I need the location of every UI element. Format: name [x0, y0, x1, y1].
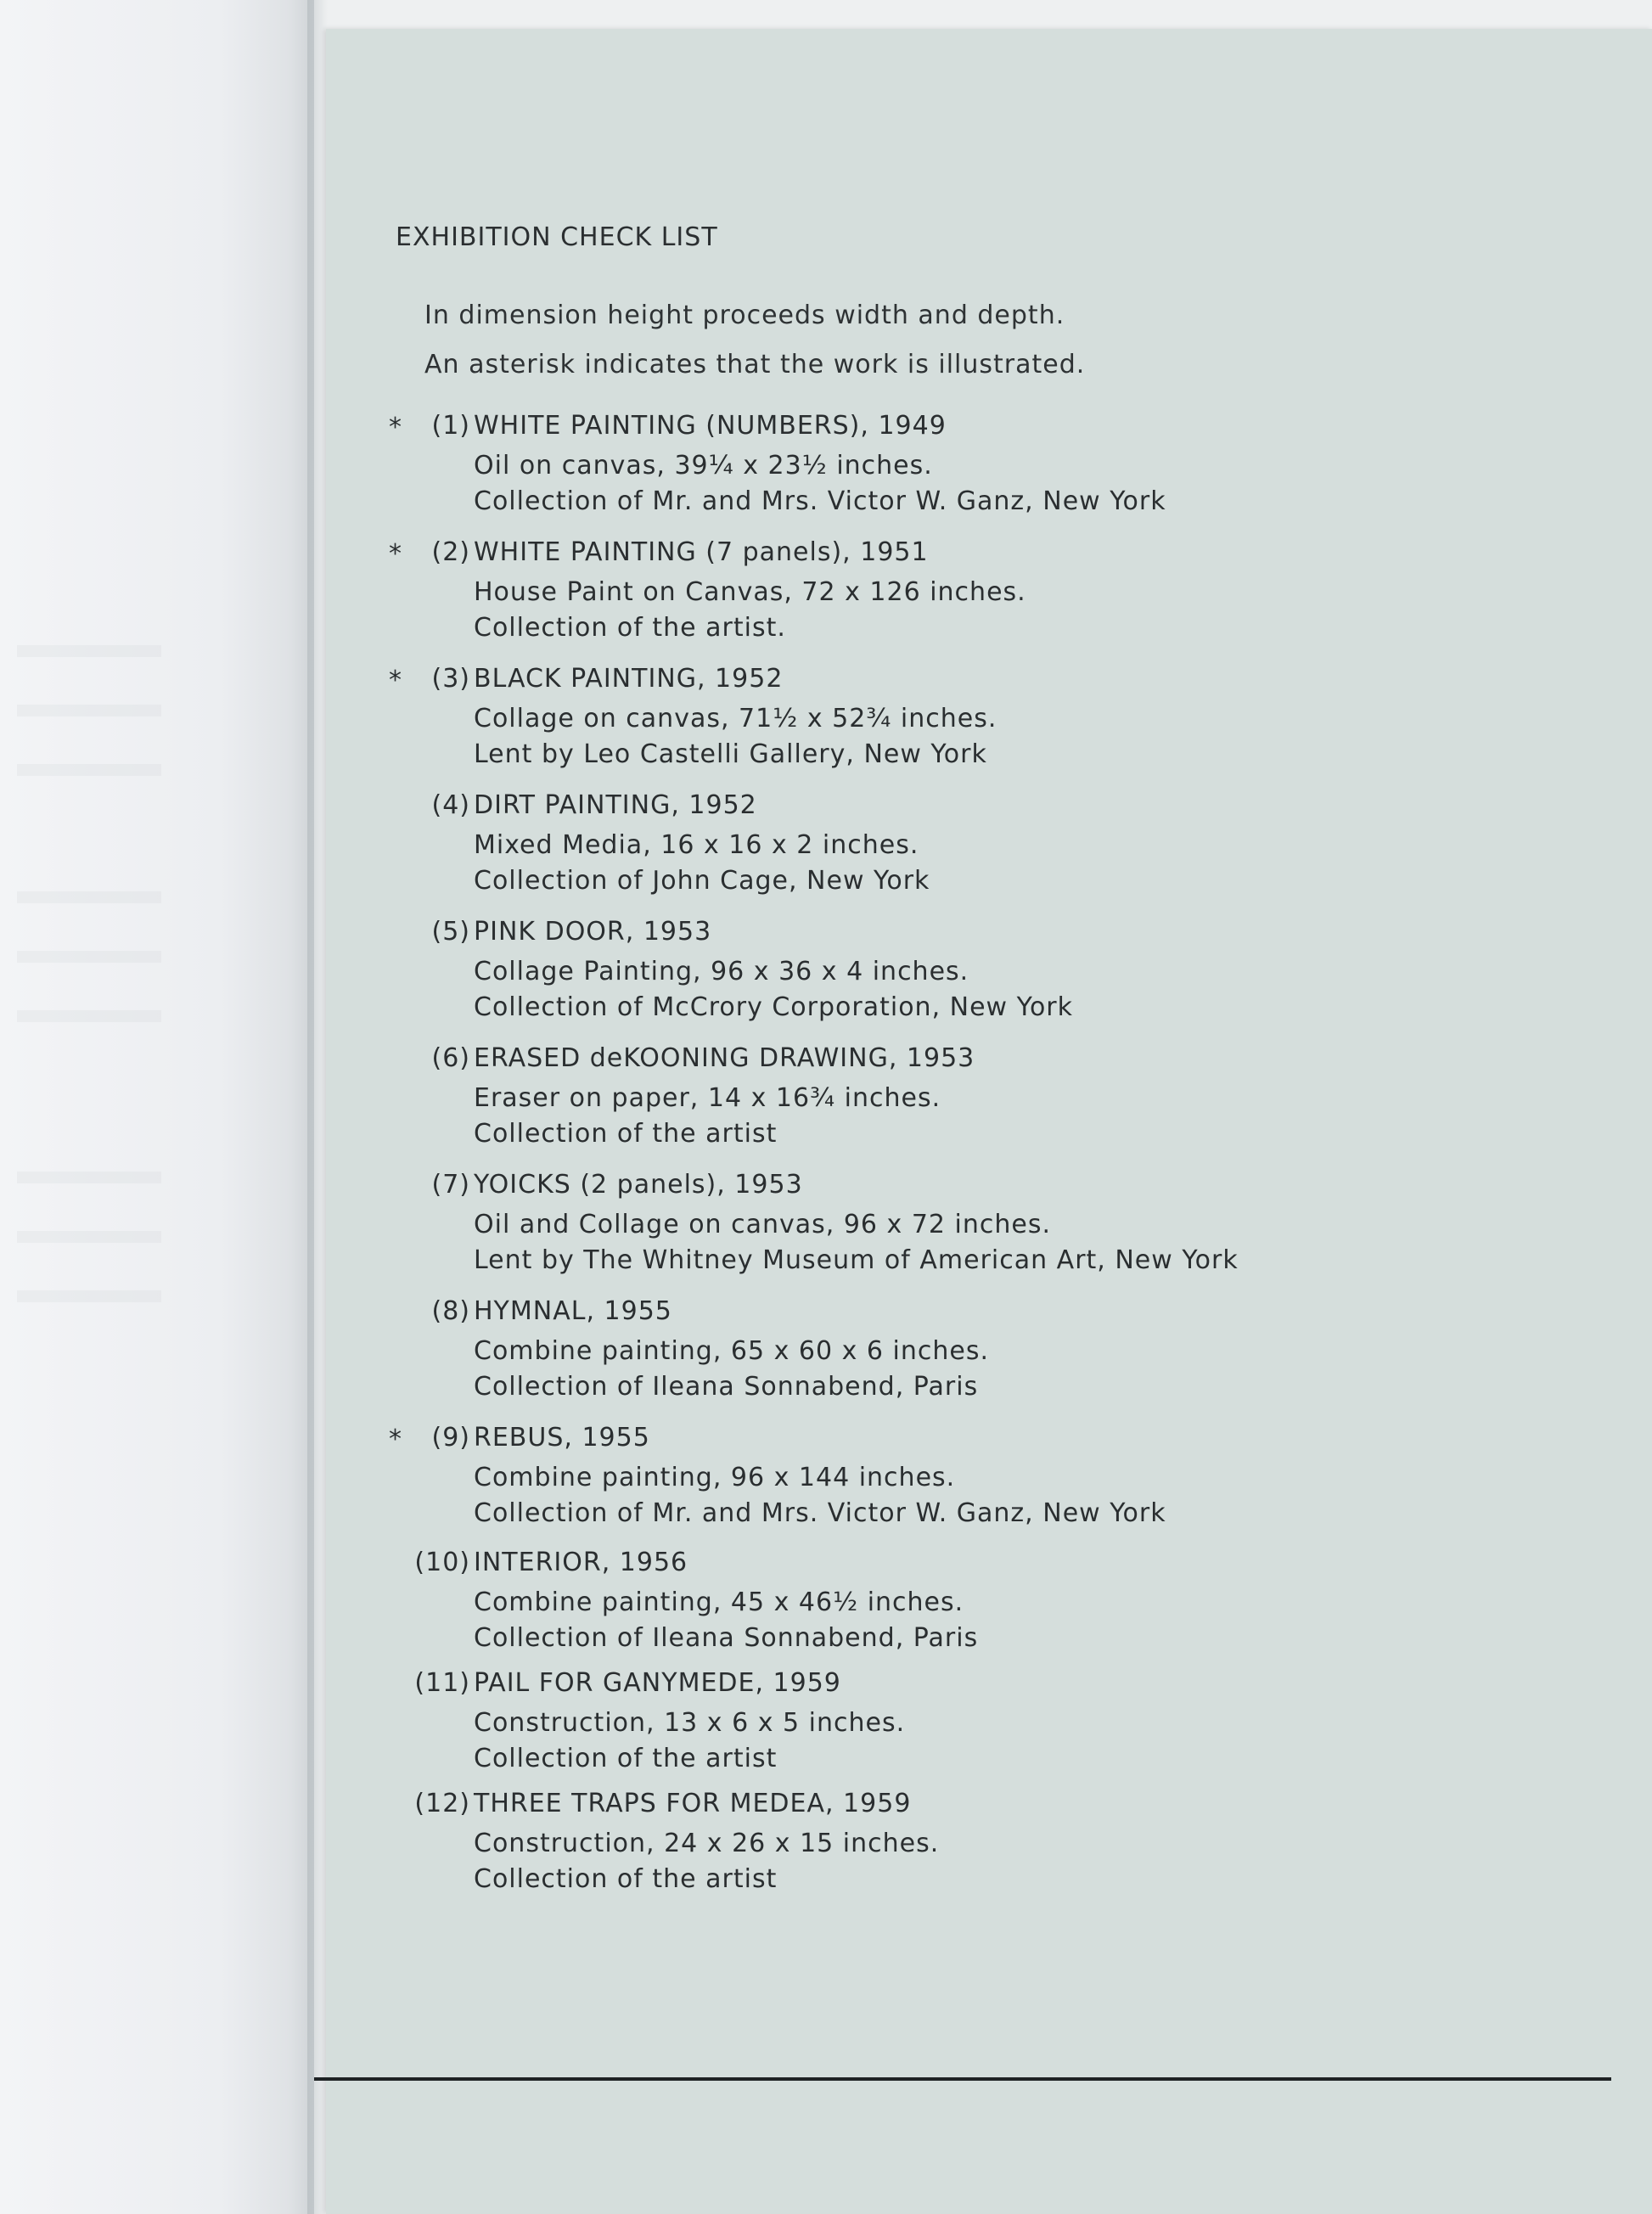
checklist-entry: [389, 1789, 939, 1897]
bleed-through-text: [17, 705, 161, 716]
work-collection: Lent by The Whitney Museum of American Art, New York: [474, 1245, 1239, 1275]
asterisk-note: An asterisk indicates that the work is illustrated.: [424, 350, 1086, 379]
checklist-entry: [389, 1296, 989, 1405]
work-collection: Collection of Ileana Sonnabend, Paris: [474, 1372, 979, 1402]
work-collection: Collection of the artist: [474, 1864, 778, 1894]
work-collection: Collection of Mr. and Mrs. Victor W. Ganz, New York: [474, 1498, 1166, 1528]
entry-number: (1): [431, 411, 470, 441]
illustrated-asterisk: *: [389, 539, 402, 569]
entry-number: (10): [414, 1548, 470, 1577]
work-collection: Collection of Ileana Sonnabend, Paris: [474, 1623, 979, 1653]
work-medium: Combine painting, 65 x 60 x 6 inches.: [474, 1336, 990, 1366]
work-title: PINK DOOR, 1953: [474, 917, 712, 947]
work-medium: Collage on canvas, 71½ x 52¾ inches.: [474, 704, 997, 733]
entry-number: (5): [431, 917, 470, 947]
entry-number: (11): [414, 1668, 470, 1698]
work-collection: Collection of Mr. and Mrs. Victor W. Ganz, New York: [474, 486, 1166, 516]
page-title: EXHIBITION CHECK LIST: [396, 222, 718, 252]
work-medium: Construction, 13 x 6 x 5 inches.: [474, 1708, 906, 1738]
work-collection: Collection of John Cage, New York: [474, 866, 930, 896]
dimension-note: In dimension height proceeds width and depth.: [424, 301, 1065, 330]
checklist-entry: [389, 1170, 1239, 1278]
checklist-entry: [389, 790, 930, 899]
work-medium: Eraser on paper, 14 x 16¾ inches.: [474, 1083, 941, 1113]
work-title: ERASED deKOONING DRAWING, 1953: [474, 1043, 975, 1073]
entry-number: (9): [431, 1423, 470, 1453]
checklist-entry: [389, 1548, 978, 1656]
work-title: INTERIOR, 1956: [474, 1548, 688, 1577]
bleed-through-text: [17, 764, 161, 776]
work-medium: Combine painting, 96 x 144 inches.: [474, 1463, 956, 1492]
work-title: THREE TRAPS FOR MEDEA, 1959: [474, 1789, 912, 1818]
work-medium: Oil and Collage on canvas, 96 x 72 inches.: [474, 1210, 1052, 1239]
work-title: BLACK PAINTING, 1952: [474, 664, 784, 694]
work-title: WHITE PAINTING (NUMBERS), 1949: [474, 411, 947, 441]
bleed-through-text: [17, 1010, 161, 1022]
facing-page: [0, 0, 314, 2214]
bleed-through-text: [17, 1231, 161, 1243]
checklist-entry: [389, 664, 997, 773]
bleed-through-text: [17, 645, 161, 657]
work-medium: Collage Painting, 96 x 36 x 4 inches.: [474, 957, 969, 986]
checklist-entry: [389, 1423, 1166, 1531]
entry-number: (8): [431, 1296, 470, 1326]
work-medium: Combine painting, 45 x 46½ inches.: [474, 1587, 964, 1617]
work-collection: Lent by Leo Castelli Gallery, New York: [474, 739, 987, 769]
work-medium: Oil on canvas, 39¼ x 23½ inches.: [474, 451, 933, 480]
bleed-through-text: [17, 951, 161, 963]
work-medium: Mixed Media, 16 x 16 x 2 inches.: [474, 830, 919, 860]
entry-number: (6): [431, 1043, 470, 1073]
checklist-entry: [389, 1043, 975, 1152]
work-title: PAIL FOR GANYMEDE, 1959: [474, 1668, 841, 1698]
entry-number: (12): [414, 1789, 470, 1818]
work-title: DIRT PAINTING, 1952: [474, 790, 757, 820]
illustrated-asterisk: *: [389, 413, 402, 442]
checklist-entry: [389, 917, 1073, 1026]
work-collection: Collection of the artist.: [474, 613, 786, 643]
illustrated-asterisk: *: [389, 1424, 402, 1454]
checklist-entry: [389, 411, 1166, 520]
entry-number: (4): [431, 790, 470, 820]
work-title: HYMNAL, 1955: [474, 1296, 672, 1326]
work-collection: Collection of McCrory Corporation, New York: [474, 992, 1074, 1022]
bleed-through-text: [17, 891, 161, 903]
bottom-rule: [314, 2077, 1611, 2081]
bleed-through-text: [17, 1290, 161, 1302]
work-title: WHITE PAINTING (7 panels), 1951: [474, 537, 929, 567]
work-medium: Construction, 24 x 26 x 15 inches.: [474, 1829, 940, 1858]
bleed-through-text: [17, 1172, 161, 1183]
work-collection: Collection of the artist: [474, 1744, 778, 1773]
checklist-entry: [389, 1668, 905, 1777]
entry-number: (3): [431, 664, 470, 694]
entry-number: (7): [431, 1170, 470, 1200]
work-medium: House Paint on Canvas, 72 x 126 inches.: [474, 577, 1026, 607]
work-title: REBUS, 1955: [474, 1423, 650, 1453]
illustrated-asterisk: *: [389, 666, 402, 695]
book-gutter: [307, 0, 328, 2214]
work-collection: Collection of the artist: [474, 1119, 778, 1149]
entry-number: (2): [431, 537, 470, 567]
checklist-entry: [389, 537, 1026, 646]
work-title: YOICKS (2 panels), 1953: [474, 1170, 803, 1200]
